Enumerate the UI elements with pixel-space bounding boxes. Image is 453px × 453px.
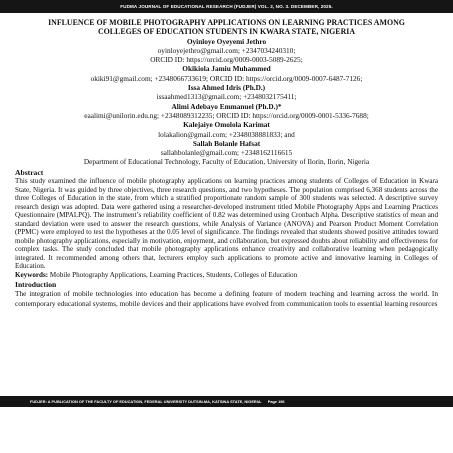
author-block xyxy=(15,83,438,102)
author-block xyxy=(15,64,438,83)
introduction-text: The integration of mobile technologies into education has become a defining feature of modern teaching and learning across the world. In contemporary educational systems, mobile devices and their applications have evolved from communication tools to essential learning resources xyxy=(15,289,438,308)
author-contact: sallahbolanle@gmail.com; +2348162116615 xyxy=(160,148,293,158)
introduction-heading: Introduction xyxy=(15,280,57,290)
author-contact: lolakalion@gmail.com; +2348038881833; and xyxy=(158,129,295,139)
author-name: Okikiola Jamiu Muhammed xyxy=(182,64,271,74)
author-affiliation: Department of Educational Technology, Faculty of Education, University of Ilorin, Ilorin, Nigeria xyxy=(83,157,370,167)
author-contact: oyinloyejethro@gmail.com; +2347034240310; xyxy=(157,45,296,55)
author-block xyxy=(15,102,438,121)
abstract-text: This study examined the influence of mobile photography applications on learning practices among students of Colleges of Education in Kwara State, Nigeria. It was guided by three objectives, three research questions, and two hypotheses. The population comprised 6,368 students across the three Colleges of Education in the state, from which a stratified proportionate random sample of 300 students was selected. A descriptive survey research design was adopted. Data were gathered using a researcher-developed instrument titled Mobile Photography Apps and Learning Practices Questionnaire (MPALPQ). The instrument’s reliability coefficient of 0.82 was determined using Cronbach Alpha. Descriptive statistics of mean and standard deviation were used to answer the research questions, while Analysis of Variance (ANOVA) and Pearson Product Moment Correlation (PPMC) were employed to test the hypotheses at the 0.05 level of significance. The findings revealed that students showed positive attitudes toward mobile photography applications, especially in motivation, enjoyment, and collaboration, but expressed doubts about reliability and effectiveness for complex tasks. The study concluded that mobile photography applications enhance creativity and collaborative learning when pedagogically integrated. It recommended among others that, lecturers employ such applications to promote active and innovative learning in Colleges of Education. xyxy=(15,177,438,271)
journal-footer-bar xyxy=(0,396,453,407)
paper-page xyxy=(15,18,438,394)
author-name: Kalejaiye Omolola Karimat xyxy=(183,120,270,130)
author-contact: issaahmed1313@gmail.com; +2348032175411; xyxy=(156,92,297,102)
footer-text: FUDJER: A PUBLICATION OF THE FACULTY OF EDUCATION, FEDERAL UNIVERSITY DUTSIN-MA, KATSINA STATE, NIGERIA. xyxy=(30,399,262,404)
abstract-heading: Abstract xyxy=(15,167,44,177)
author-orcid: ORCID ID: https://orcid.org/0009-0003-5089-2625; xyxy=(150,55,303,65)
author-block xyxy=(15,37,438,65)
page-number: Page 196 xyxy=(267,399,285,404)
journal-header-text: FUDMA JOURNAL OF EDUCATIONAL RESEARCH (FUDJER) VOL. 2, NO. 3. DECEMBER, 2025. xyxy=(120,4,333,9)
keywords-text: Mobile Photography Applications, Learning Practices, Students, Colleges of Education xyxy=(49,270,298,279)
journal-header-bar xyxy=(0,0,453,13)
author-name: Alimi Adebayo Emmanuel (Ph.D.)* xyxy=(171,101,282,111)
author-name: Sallah Bolanle Hafsat xyxy=(192,138,261,148)
author-contact: eaalimi@unilorin.edu.ng; +2348089312235; ORCID ID: https://orcid.org/0009-0001-5336-7688; xyxy=(84,110,369,120)
keywords-line xyxy=(15,271,438,280)
author-block xyxy=(15,120,438,139)
paper-title: INFLUENCE OF MOBILE PHOTOGRAPHY APPLICATIONS ON LEARNING PRACTICES AMONG COLLEGES OF EDUCATION STUDENTS IN KWARA STATE, NIGERIA xyxy=(48,18,405,37)
author-name: Issa Ahmed Idris (Ph.D.) xyxy=(187,83,266,93)
keywords-label: Keywords: xyxy=(15,270,49,279)
author-block xyxy=(15,139,438,158)
author-contact: okiki91@gmail.com; +2348066733619; ORCID ID: https://orcid.org/0009-0007-6487-7126; xyxy=(90,73,363,83)
author-name: Oyinloye Oyeyemi Jethro xyxy=(186,36,267,46)
